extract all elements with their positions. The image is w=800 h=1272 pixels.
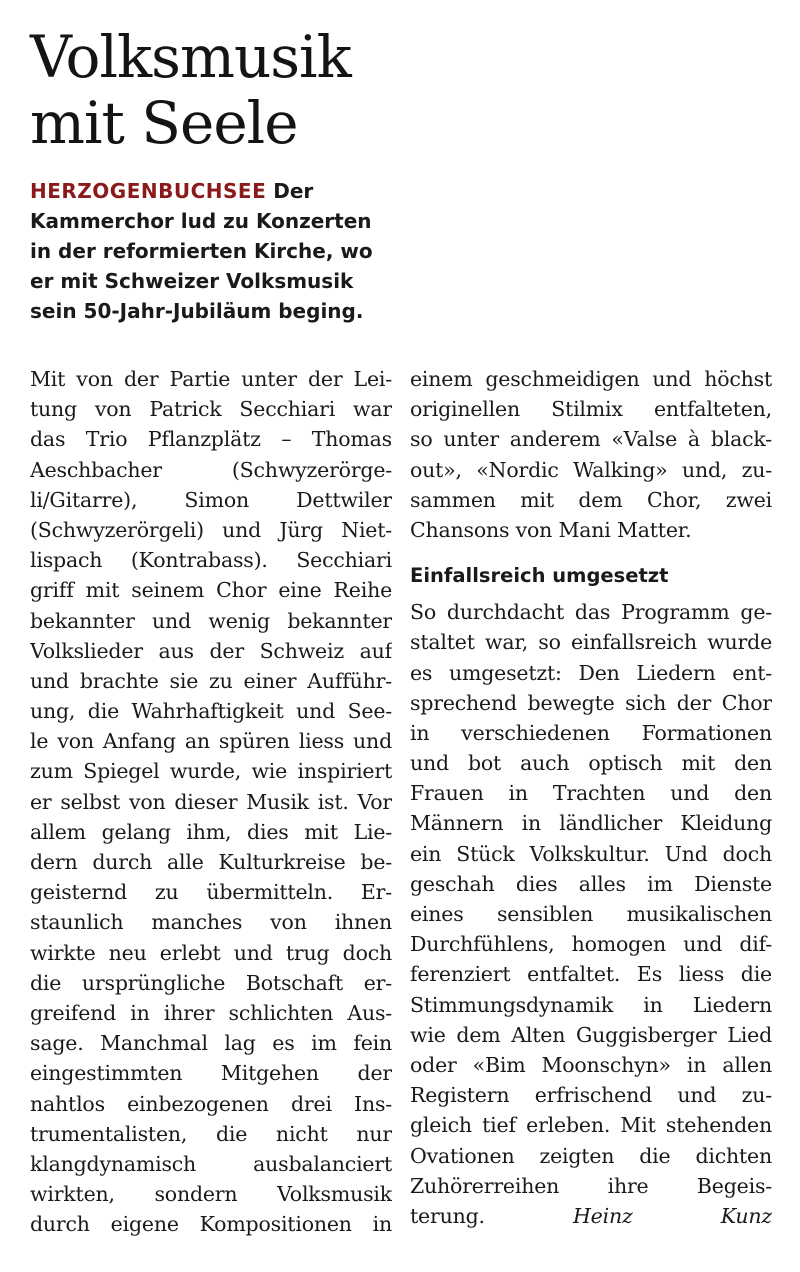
body-line: Durchfühlens, homogen und dif-	[410, 932, 772, 957]
body-line: li/Gitarre), Simon Dettwiler	[30, 487, 392, 512]
subheading: Einfallsreich umgesetzt	[410, 564, 669, 588]
lead-text: Der	[266, 179, 314, 203]
body-line: sprechend bewegte sich der Chor	[410, 690, 772, 715]
body-line: ein Stück Volkskultur. Und doch	[410, 841, 772, 866]
body-line: staunlich manches von ihnen	[30, 910, 392, 935]
body-line: dern durch alle Kulturkreise be-	[30, 850, 392, 874]
body-line: Ovationen zeigten die dichten	[410, 1143, 772, 1168]
headline	[30, 24, 770, 156]
lead-line: sein 50-Jahr-Jubiläum beging.	[30, 299, 364, 323]
body-column-left	[30, 364, 392, 1239]
body-line: und brachte sie zu einer Aufführ-	[30, 668, 392, 693]
lead-paragraph	[30, 176, 400, 326]
body-line: Chansons von Mani Matter.	[410, 517, 692, 542]
body-line: greifend in ihrer schlichten Aus-	[30, 1000, 392, 1025]
body-line: ferenziert entfaltet. Es liess die	[410, 962, 772, 987]
body-line: Volkslieder aus der Schweiz auf	[30, 638, 392, 663]
body-line: oder «Bim Moonschyn» in allen	[410, 1052, 772, 1077]
body-line: Mit von der Partie unter der Lei-	[30, 367, 392, 391]
body-line: sammen mit dem Chor, zwei	[410, 487, 772, 512]
body-line: le von Anfang an spüren liess und	[30, 729, 392, 754]
body-line: wirkte neu erlebt und trug doch	[30, 940, 392, 965]
body-line: lispach (Kontrabass). Secchiari	[30, 548, 392, 573]
body-paragraph	[410, 364, 772, 545]
author-byline: Heinz Kunz	[572, 1203, 772, 1228]
lead-line: in der reformierten Kirche, wo	[30, 239, 373, 263]
closing-text: terung.	[410, 1203, 485, 1228]
body-line: ung, die Wahrhaftigkeit und See-	[30, 699, 392, 724]
body-line: Männern in ländlicher Kleidung	[410, 811, 772, 836]
body-line: out», «Nordic Walking» und, zu-	[410, 457, 772, 482]
body-line: es umgesetzt: Den Liedern ent-	[410, 660, 772, 685]
body-line: in verschiedenen Formationen	[410, 720, 772, 745]
body-line: tung von Patrick Secchiari war	[30, 397, 392, 422]
body-line: so unter anderem «Valse à black-	[410, 427, 772, 452]
body-line: Zuhörerreihen ihre Begeis-	[410, 1173, 772, 1198]
headline-line: mit Seele	[30, 89, 298, 157]
body-line: eingestimmten Mitgehen der	[30, 1061, 392, 1086]
body-paragraph	[410, 597, 772, 1201]
body-line: durch eigene Kompositionen in	[30, 1212, 392, 1237]
lead-line: Kammerchor lud zu Konzerten	[30, 209, 372, 233]
body-line: Stimmungsdynamik in Liedern	[410, 992, 772, 1017]
body-line: sage. Manchmal lag es im fein	[30, 1031, 392, 1056]
body-line: einem geschmeidigen und höchst	[410, 367, 772, 391]
body-line: geschah dies alles im Dienste	[410, 871, 772, 896]
body-line: die ursprüngliche Botschaft er-	[30, 970, 392, 995]
body-column-right	[410, 364, 772, 1231]
lead-line: er mit Schweizer Volksmusik	[30, 269, 354, 293]
body-line: eines sensiblen musikalischen	[410, 902, 772, 926]
body-line: So durchdacht das Programm ge-	[410, 600, 772, 625]
body-line: wie dem Alten Guggisberger Lied	[410, 1022, 772, 1047]
dateline: HERZOGENBUCHSEE	[30, 179, 267, 203]
body-line: griff mit seinem Chor eine Reihe	[30, 578, 392, 603]
body-line: klangdynamisch ausbalanciert	[30, 1151, 392, 1176]
body-line: Frauen in Trachten und den	[410, 781, 772, 806]
lead-line	[30, 176, 400, 206]
body-line: das Trio Pflanzplätz – Thomas	[30, 427, 392, 452]
body-line: nahtlos einbezogenen drei Ins-	[30, 1091, 392, 1116]
body-line: bekannter und wenig bekannter	[30, 608, 392, 633]
body-line: Registern erfrischend und zu-	[410, 1083, 772, 1108]
headline-line: Volksmusik	[30, 23, 351, 91]
body-line: trumentalisten, die nicht nur	[30, 1121, 392, 1146]
body-line: zum Spiegel wurde, wie inspiriert	[30, 759, 392, 784]
body-line: originellen Stilmix entfalteten,	[410, 397, 772, 422]
body-line: (Schwyzerörgeli) und Jürg Niet-	[30, 517, 392, 542]
body-line: geisternd zu übermitteln. Er-	[30, 880, 392, 905]
body-line: wirkten, sondern Volksmusik	[30, 1182, 392, 1207]
body-line: und bot auch optisch mit den	[410, 751, 772, 776]
closing-line	[410, 1201, 772, 1231]
body-line: gleich tief erleben. Mit stehenden	[410, 1113, 772, 1138]
body-line: staltet war, so einfallsreich wurde	[410, 630, 772, 655]
body-line: Aeschbacher (Schwyzerörge-	[30, 457, 392, 482]
body-line: er selbst von dieser Musik ist. Vor	[30, 789, 392, 814]
body-line: allem gelang ihm, dies mit Lie-	[30, 819, 392, 844]
